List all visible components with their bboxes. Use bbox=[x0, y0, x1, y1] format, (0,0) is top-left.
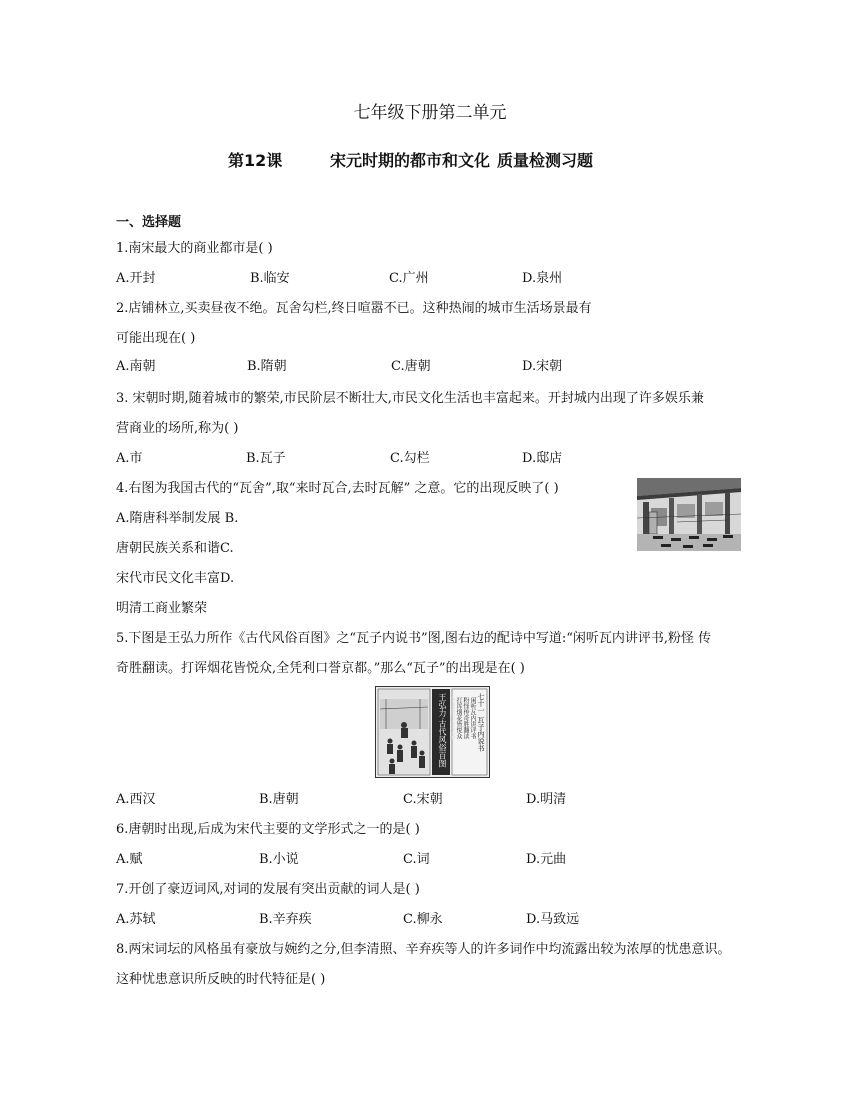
question-8-stem-line-1: 8.两宋词坛的风格虽有豪放与婉约之分,但李清照、辛弃疾等人的许多词作中均流露出较为浓厚的忧患意识。 bbox=[116, 942, 731, 957]
lesson-suffix: 质量检测习题 bbox=[497, 151, 594, 170]
storytelling-picture bbox=[375, 686, 490, 778]
question-1-option-c: C.广州 bbox=[389, 271, 429, 286]
question-6-option-c: C.词 bbox=[403, 852, 430, 867]
question-5-option-a: A.西汉 bbox=[116, 792, 156, 807]
question-5-option-c: C.宋朝 bbox=[403, 792, 443, 807]
question-4-option-line-3: 宋代市民文化丰富D. bbox=[116, 571, 235, 586]
question-2-option-c: C.唐朝 bbox=[391, 359, 431, 374]
question-5-stem-line-2: 奇胜翻读。打诨烟花皆悦众,全凭利口誉京都。”那么“瓦子”的出现是在( ) bbox=[116, 661, 525, 676]
lesson-number: 第12课 bbox=[228, 151, 283, 170]
picture-poem-line-2: 粉怪传奇胜翻读 bbox=[462, 697, 469, 739]
question-1-stem: 1.南宋最大的商业都市是( ) bbox=[116, 241, 273, 256]
question-1-option-b: B.临安 bbox=[250, 271, 290, 286]
question-1-option-a: A.开封 bbox=[116, 271, 156, 286]
question-6-option-a: A.赋 bbox=[116, 852, 143, 867]
question-2-option-a: A.南朝 bbox=[116, 359, 156, 374]
question-6-stem: 6.唐朝时出现,后成为宋代主要的文学形式之一的是( ) bbox=[116, 822, 420, 837]
question-7-option-b: B.辛弃疾 bbox=[259, 912, 312, 927]
picture-poem-line-3: 打诨烟花皆悦众 bbox=[455, 697, 462, 739]
question-4-option-line-4: 明清工商业繁荣 bbox=[116, 601, 208, 616]
question-5-option-d: D.明清 bbox=[526, 792, 567, 807]
question-5-stem-line-1: 5.下图是王弘力所作《古代风俗百图》之“瓦子内说书”图,图右边的配诗中写道:“闲听瓦内讲评书,粉怪 传 bbox=[116, 631, 712, 646]
unit-title: 七年级下册第二单元 bbox=[353, 103, 507, 123]
section-heading: 一、选择题 bbox=[116, 215, 182, 230]
question-4-option-line-2: 唐朝民族关系和谐C. bbox=[116, 541, 234, 556]
question-4-stem: 4.右图为我国古代的“瓦舍”,取“来时瓦合,去时瓦解” 之意。它的出现反映了( ) bbox=[116, 481, 559, 496]
question-7-option-c: C.柳永 bbox=[403, 912, 443, 927]
question-3-stem-line-2: 营商业的场所,称为( ) bbox=[116, 421, 239, 436]
question-3-stem-line-1: 3. 宋朝时期,随着城市的繁荣,市民阶层不断壮大,市民文化生活也丰富起来。开封城内出现了许多娱乐兼 bbox=[116, 391, 704, 406]
question-4-option-line-1: A.隋唐科举制发展 B. bbox=[116, 511, 239, 526]
question-3-option-a: A.市 bbox=[116, 451, 143, 466]
question-2-stem-line-1: 2.店铺林立,买卖昼夜不绝。瓦舍勾栏,终日喧嚣不已。这种热闹的城市生活场景最有 bbox=[116, 301, 592, 316]
question-2-stem-line-2: 可能出现在( ) bbox=[116, 331, 196, 346]
question-2-option-b: B.隋朝 bbox=[247, 359, 287, 374]
question-6-option-b: B.小说 bbox=[259, 852, 299, 867]
washe-hall-picture bbox=[637, 478, 741, 551]
question-7-option-a: A.苏轼 bbox=[116, 912, 156, 927]
question-3-option-c: C.勾栏 bbox=[390, 451, 430, 466]
picture-poem-line-4: 全凭利口誉京都 bbox=[448, 697, 455, 739]
picture-poem-line-1: 闲听瓦内讲评书 bbox=[469, 697, 476, 739]
question-5-option-b: B.唐朝 bbox=[259, 792, 299, 807]
question-8-stem-line-2: 这种忧患意识所反映的时代特征是( ) bbox=[116, 972, 326, 987]
picture-title-text: 七十一 瓦子内说书 bbox=[477, 693, 485, 752]
question-7-stem: 7.开创了豪迈词风,对词的发展有突出贡献的词人是( ) bbox=[116, 882, 420, 897]
question-6-option-d: D.元曲 bbox=[526, 852, 567, 867]
question-3-option-d: D.邸店 bbox=[522, 451, 563, 466]
question-7-option-d: D.马致远 bbox=[526, 912, 580, 927]
picture-banner-text: 王弘力·古代风俗百图 bbox=[438, 693, 447, 768]
question-2-option-d: D.宋朝 bbox=[522, 359, 563, 374]
lesson-title: 宋元时期的都市和文化 bbox=[330, 151, 491, 170]
question-3-option-b: B.瓦子 bbox=[246, 451, 286, 466]
question-1-option-d: D.泉州 bbox=[522, 271, 563, 286]
